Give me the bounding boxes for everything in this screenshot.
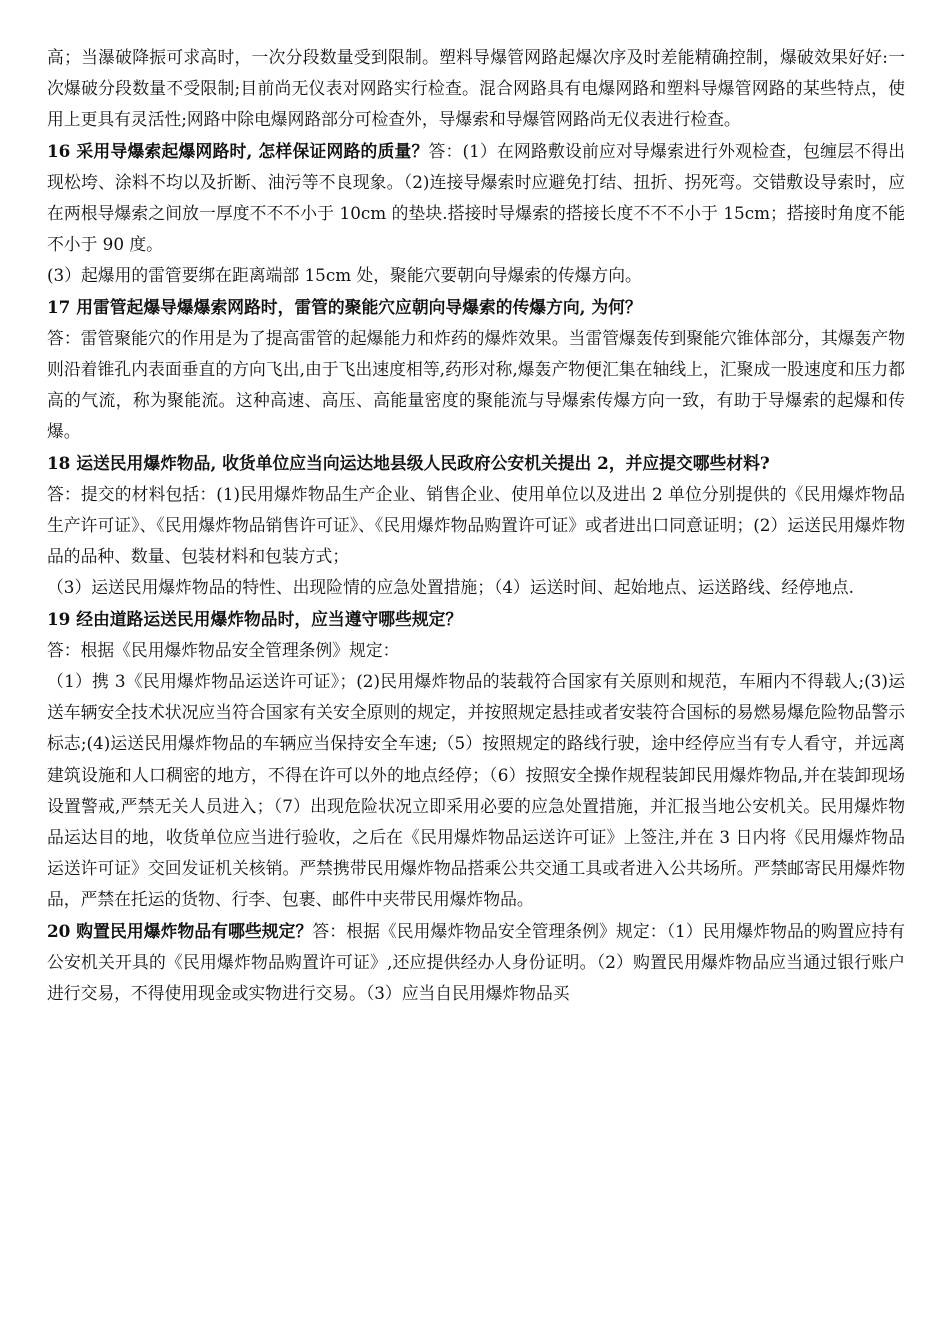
answer-19 [47,666,905,916]
answer-text: (3）起爆用的雷管要绑在距离端部 15cm 处，聚能穴要朝向导爆索的传爆方向。 [47,265,642,286]
answer-text: 答：根据《民用爆炸物品安全管理条例》规定：（1）民用爆炸物品的购置应持有公安机关开具的《民用爆炸物品购置许可证》,还应提供经办人身份证明。（2）购置民用爆炸物品应当通过银行账户进行交易，不得使用现金或实物进行交易。（3）应当自民用爆炸物品买 [47,920,905,1004]
question-heading: 17 用雷管起爆导爆爆索网路时，雷管的聚能穴应朝向导爆索的传爆方向, 为何？ [47,296,642,317]
answer-18 [47,479,905,573]
paragraph-16-3 [47,260,905,291]
answer-text: 答：提交的材料包括：(1)民用爆炸物品生产企业、销售企业、使用单位以及进出 2 单位分别提供的《民用爆炸物品生产许可证》、《民用爆炸物品销售许可证》、《民用爆炸物品购置许可证》或者进出口同意证明；(2）运送民用爆炸物品的品种、数量、包装材料和包装方式； [47,483,905,567]
question-20 [47,916,905,1010]
answer-text: 答：雷管聚能穴的作用是为了提高雷管的起爆能力和炸药的爆炸效果。当雷管爆轰传到聚能穴锥体部分，其爆轰产物则沿着锥孔内表面垂直的方向飞出,由于飞出速度相等,药形对称,爆轰产物便汇集在轴线上，汇聚成一股速度和压力都高的气流，称为聚能流。这种高速、高压、高能量密度的聚能流与导爆索传爆方向一致，有助于导爆索的起爆和传爆。 [47,327,905,442]
question-heading: 18 运送民用爆炸物品, 收货单位应当向运达地县级人民政府公安机关提出 2，并应提交哪些材料? [47,452,770,473]
question-18 [47,448,905,479]
document-page [47,42,905,1009]
question-17 [47,292,905,323]
question-heading: 16 采用导爆索起爆网路时, 怎样保证网路的质量？ [47,140,429,161]
paragraph-continuation [47,42,905,136]
answer-text: （3）运送民用爆炸物品的特性、出现险情的应急处置措施；（4）运送时间、起始地点、运送路线、经停地点. [47,577,855,598]
answer-19-intro [47,635,905,666]
answer-text: （1）携 3《民用爆炸物品运送许可证》；(2)民用爆炸物品的装载符合国家有关原则和规范，车厢内不得载人;(3)运送车辆安全技术状况应当符合国家有关安全原则的规定，并按照规定悬挂或者安装符合国标的易燃易爆危险物品警示标志;(4)运送民用爆炸物品的车辆应当保持安全车速;（5）按照规定的路线行驶，途中经停应当有专人看守，并远离建筑设施和人口稠密的地方，不得在许可以外的地点经停；（6）按照安全操作规程装卸民用爆炸物品,并在装卸现场设置警戒,严禁无关人员进入；（7）出现危险状况立即采用必要的应急处置措施，并汇报当地公安机关。民用爆炸物品运达目的地，收货单位应当进行验收，之后在《民用爆炸物品运送许可证》上签注,并在 3 日内将《民用爆炸物品运送许可证》交回发证机关核销。严禁携带民用爆炸物品搭乘公共交通工具或者进入公共场所。严禁邮寄民用爆炸物品，严禁在托运的货物、行李、包裹、邮件中夹带民用爆炸物品。 [47,671,905,910]
answer-text: 答：根据《民用爆炸物品安全管理条例》规定： [47,639,400,660]
question-16 [47,136,905,261]
answer-text: 高；当瀑破降振可求高时，一次分段数量受到限制。塑料导爆管网路起爆次序及时差能精确控制，爆破效果好好:一次爆破分段数量不受限制;目前尚无仪表对网路实行检查。混合网路具有电爆网路和塑料导爆管网路的某些特点，使用上更具有灵活性;网路中除电爆网路部分可检查外，导爆索和导爆管网路尚无仪表进行检查。 [47,47,905,130]
answer-17 [47,323,905,448]
question-19 [47,604,905,635]
question-heading: 19 经由道路运送民用爆炸物品时，应当遵守哪些规定？ [47,608,463,629]
question-heading: 20 购置民用爆炸物品有哪些规定？ [47,920,313,941]
answer-18-cont [47,572,905,603]
answer-text: 答：(1）在网路敷设前应对导爆索进行外观检查，包缠层不得出现松垮、涂料不均以及折断、油污等不良现象。（2)连接导爆索时应避免打结、扭折、拐死弯。交错敷设导索时，应在两根导爆索之间放一厚度不不不小于 10cm 的垫块.搭接时导爆索的搭接长度不不不小于 15cm；搭接时角度不能不小于 90 度。 [47,140,905,255]
